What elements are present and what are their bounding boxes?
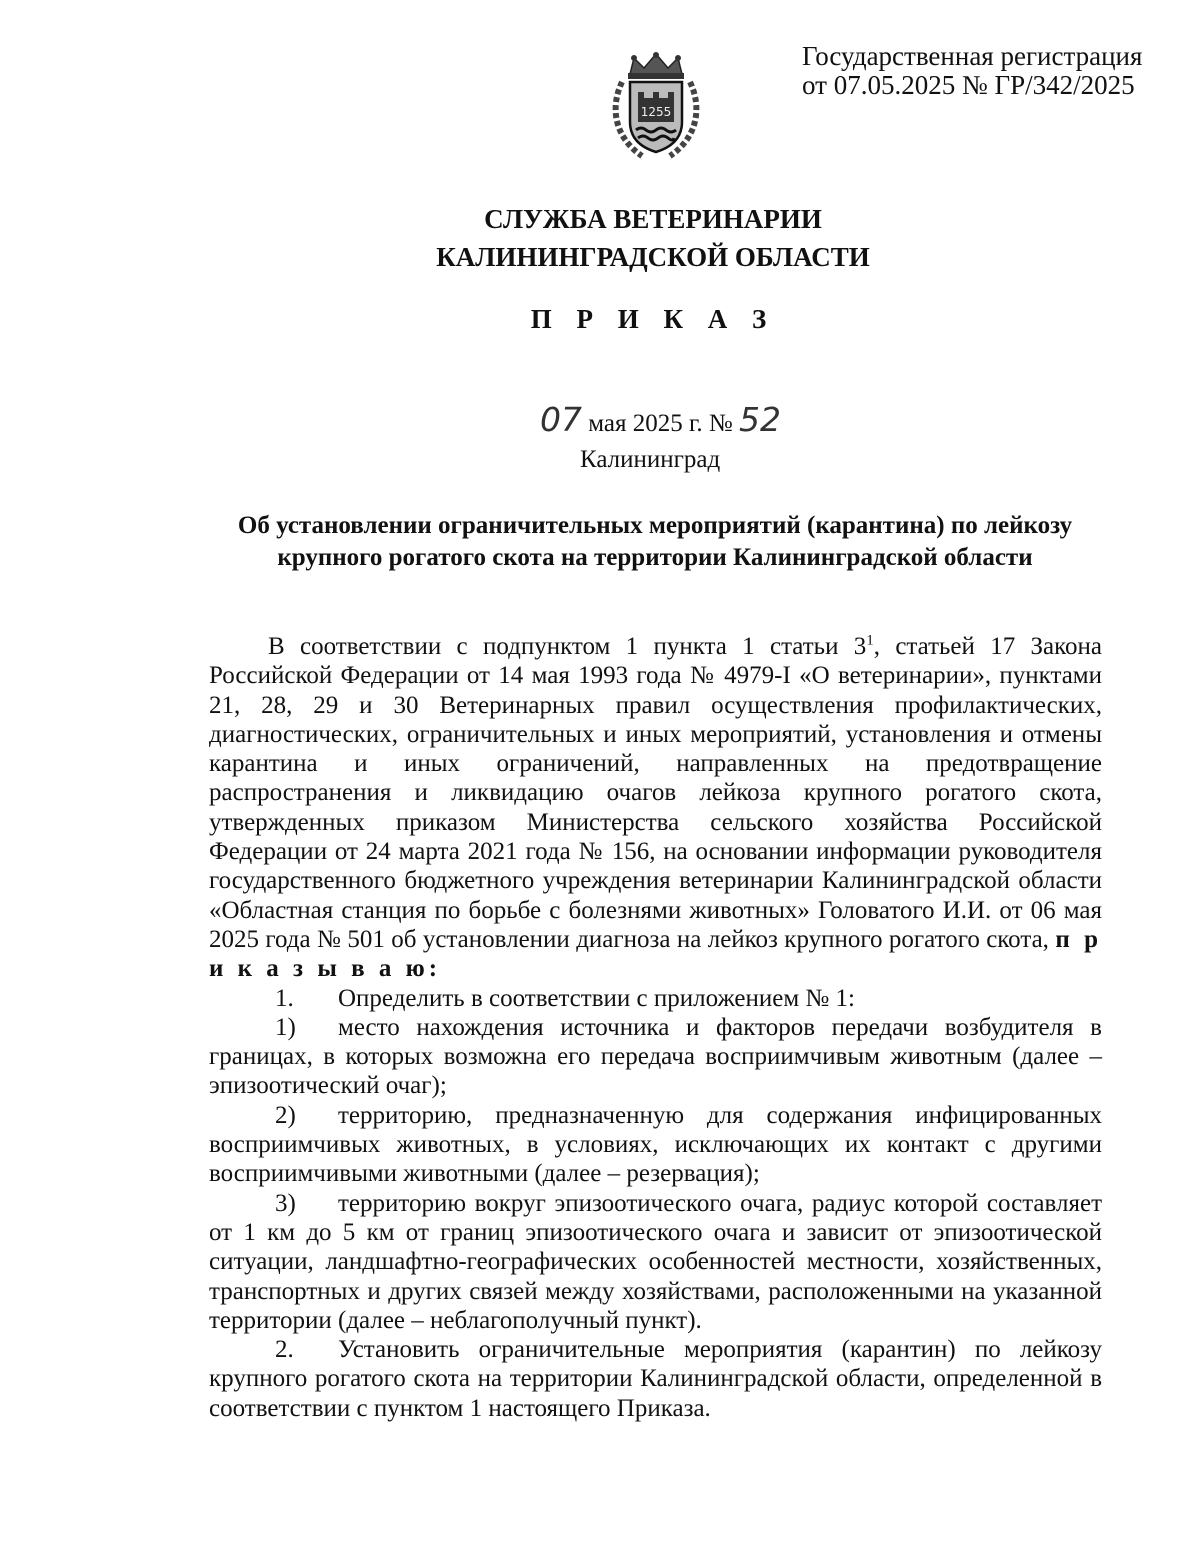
list-item — [209, 1335, 1102, 1423]
item-text: территорию вокруг эпизоотического очага, радиус которой составляет от 1 км до 5 км от границ эпизоотического очага и зависит от эпизоотической ситуации, ландшафтно-географических особенностей местности, хозяйственных, транспортных и других связей между хозяйствами, расположенными на указанной территории (далее – неблагополучный пункт). — [209, 1189, 1102, 1334]
list-item — [209, 1189, 1102, 1335]
item-text: территорию, предназначенную для содержания инфицированных восприимчивых животных, в условиях, исключающих их контакт с другими восприимчивыми животными (далее – резервация); — [209, 1101, 1102, 1188]
registration-stamp — [802, 42, 1142, 100]
item-number: 1. — [275, 984, 294, 1012]
item-text: Определить в соответствии с приложением № 1: — [338, 984, 855, 1012]
preamble-part-1: В соответствии с подпунктом 1 пункта 1 статьи 3 — [268, 633, 867, 660]
city-name: Калининград — [580, 446, 721, 473]
order-title: П Р И К А З — [530, 304, 776, 334]
item-number: 2. — [275, 1336, 294, 1364]
directive-text: п р и к а з ы в а ю: — [209, 925, 1103, 983]
item-text: Установить ограничительные мероприятия (карантин) по лейкозу крупного рогатого скота на территории Калининградской области, определенной в соответствии с пунктом 1 настоящего Приказа. — [209, 1336, 1102, 1422]
list-item — [209, 984, 1102, 1013]
order-date-line — [540, 400, 781, 446]
preamble-part-2: , статьей 17 Закона Российской Федерации от 14 мая 1993 года № 4979-I «О ветеринарии», пунктами 21, 28, 29 и 30 Ветеринарных правил осуществления профилактических, диагностических, ограничительных и иных мероприятий, установления и отмены карантина и иных ограничений, направленных на предотвращение распространения и ликвидацию очагов лейкоза крупного рогатого скота, утвержденных приказом Министерства сельского хозяйства Российской Федерации от 24 марта 2021 года № 156, на основании информации руководителя государственного бюджетного учреждения ветеринарии Калининградской области «Областная станция по борьбе с болезнями животных» Головатого И.И. от 06 мая 2025 года № 501 об установлении диагноза на лейкоз крупного рогатого скота, — [209, 633, 1102, 953]
svg-text:1255: 1255 — [640, 105, 672, 119]
item-text: место нахождения источника и факторов передачи возбудителя в границах, в которых возможна его передача восприимчивым животным (далее – эпизоотический очаг); — [209, 1013, 1102, 1100]
preamble-paragraph — [209, 632, 1102, 984]
list-item — [209, 1013, 1102, 1101]
handwritten-order-number: 52 — [739, 400, 782, 439]
agency-name-line-1: СЛУЖБА ВЕТЕРИНАРИИ — [484, 204, 822, 234]
registration-line-2: от 07.05.2025 № ГР/342/2025 — [802, 70, 1135, 100]
coat-of-arms-icon — [608, 52, 704, 162]
order-body — [209, 632, 1102, 1423]
list-item — [209, 1101, 1102, 1189]
date-month-year: мая 2025 г. № — [588, 410, 733, 437]
order-subject: Об установлении ограничительных мероприятий (карантина) по лейкозу крупного рогатого скота на территории Калининградской области — [237, 512, 1073, 571]
agency-name-line-2: КАЛИНИНГРАДСКОЙ ОБЛАСТИ — [436, 242, 870, 272]
registration-line-1: Государственная регистрация — [802, 41, 1143, 71]
agency-name — [0, 200, 1200, 276]
item-number: 3) — [275, 1189, 296, 1217]
item-number: 2) — [275, 1101, 296, 1129]
item-number: 1) — [275, 1013, 296, 1041]
handwritten-day: 07 — [540, 400, 582, 439]
article-superscript: 1 — [866, 632, 874, 649]
